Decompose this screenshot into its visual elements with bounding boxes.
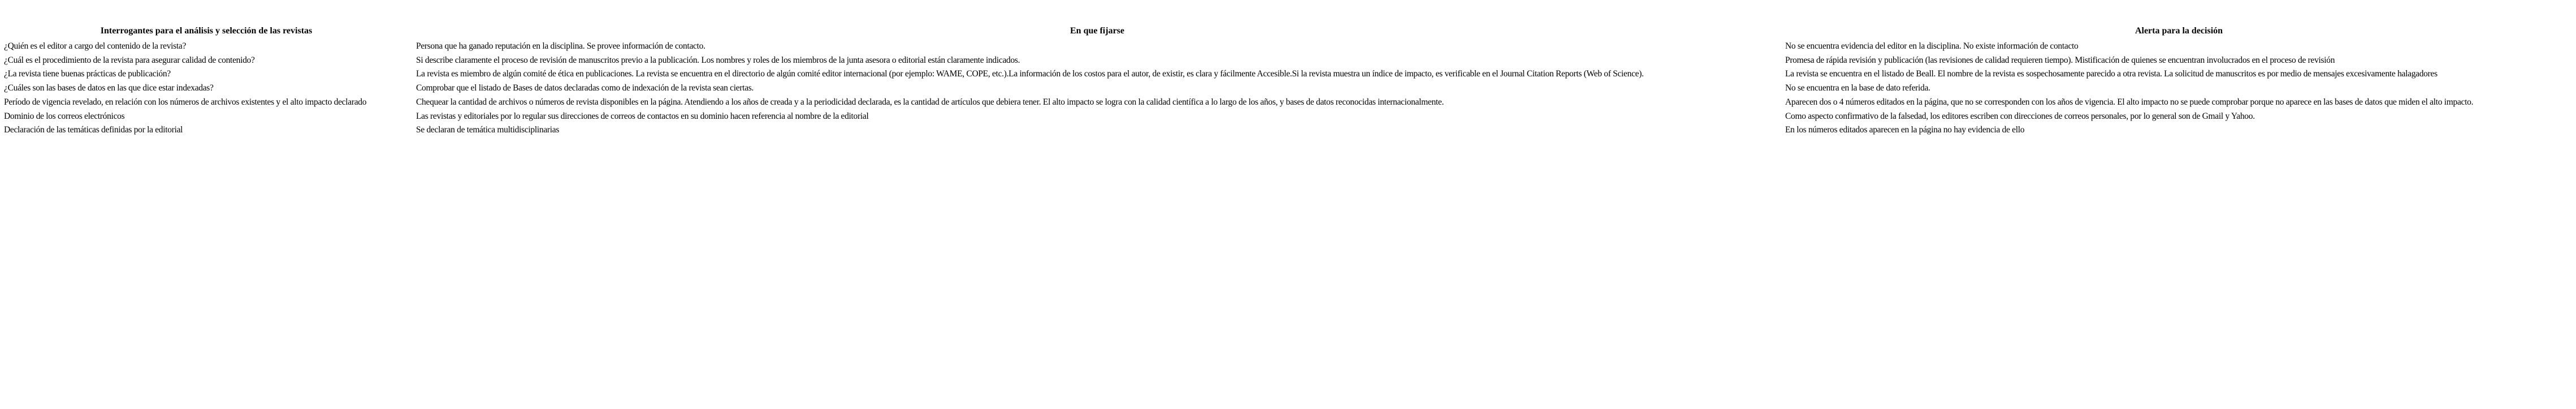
check-cell: Si describe claramente el proceso de revisión de manuscritos previo a la publicación. Los nombres y roles de los miembros de la junta asesora o editorial están claramente indicados. [416, 55, 1020, 65]
column-header-alerta-decision: Alerta para la decisión [2135, 26, 2223, 36]
alert-cell: No se encuentra evidencia del editor en la disciplina. No existe información de contacto [1785, 41, 2079, 51]
question-cell: Período de vigencia revelado, en relación con los números de archivos existentes y el alto impacto declarado [4, 97, 367, 107]
question-cell: ¿La revista tiene buenas prácticas de publicación? [4, 69, 171, 79]
question-cell: ¿Cuál es el procedimiento de la revista para asegurar calidad de contenido? [4, 55, 255, 65]
question-cell: ¿Cuáles son las bases de datos en las que dice estar indexadas? [4, 83, 214, 93]
alert-cell: Como aspecto confirmativo de la falsedad, los editores escriben con direcciones de correos personales, por lo general son de Gmail y Yahoo. [1785, 111, 2255, 121]
alert-cell: Promesa de rápida revisión y publicación (las revisiones de calidad requieren tiempo). Mistificación de quienes se encuentran involucrados en el proceso de revisión [1785, 55, 2335, 65]
alert-cell: Aparecen dos o 4 números editados en la página, que no se corresponden con los años de vigencia. El alto impacto no se puede comprobar porque no aparece en las bases de datos que miden el alto impacto. [1785, 97, 2474, 107]
column-header-interrogantes: Interrogantes para el análisis y selección de las revistas [100, 26, 313, 36]
check-cell: Las revistas y editoriales por lo regular sus direcciones de correos de contactos en su dominio hacen referencia al nombre de la editorial [416, 111, 869, 121]
alert-cell: No se encuentra en la base de dato referida. [1785, 83, 1930, 93]
question-cell: ¿Quién es el editor a cargo del contenido de la revista? [4, 41, 187, 51]
check-cell: Persona que ha ganado reputación en la disciplina. Se provee información de contacto. [416, 41, 705, 51]
question-cell: Dominio de los correos electrónicos [4, 111, 125, 121]
alert-cell: La revista se encuentra en el listado de Beall. El nombre de la revista es sospechosamente parecido a otra revista. La solicitud de manuscritos es por medio de mensajes excesivamente halagadores [1785, 69, 2438, 79]
journal-evaluation-table [0, 23, 2576, 137]
check-cell: Chequear la cantidad de archivos o números de revista disponibles en la página. Atendiendo a los años de creada y a la periodicidad declarada, es la cantidad de artículos que debiera tener. El alto impacto se logra con la calidad científica a lo largo de los años, y bases de datos reconocidas internacionalmente. [416, 97, 1444, 107]
check-cell: Se declaran de temática multidisciplinarias [416, 125, 560, 135]
column-header-en-que-fijarse: En que fijarse [1070, 26, 1124, 36]
alert-cell: En los números editados aparecen en la página no hay evidencia de ello [1785, 125, 2025, 135]
question-cell: Declaración de las temáticas definidas por la editorial [4, 125, 183, 135]
check-cell: Comprobar que el listado de Bases de datos declaradas como de indexación de la revista sean ciertas. [416, 83, 754, 93]
check-cell: La revista es miembro de algún comité de ética en publicaciones. La revista se encuentra en el directorio de algún comité editor internacional (por ejemplo: WAME, COPE, etc.).La información de los costos para el autor, de existir, es clara y fácilmente Accesible.Si la revista muestra un índice de impacto, es verificable en el Journal Citation Reports (Web of Science). [416, 69, 1644, 79]
